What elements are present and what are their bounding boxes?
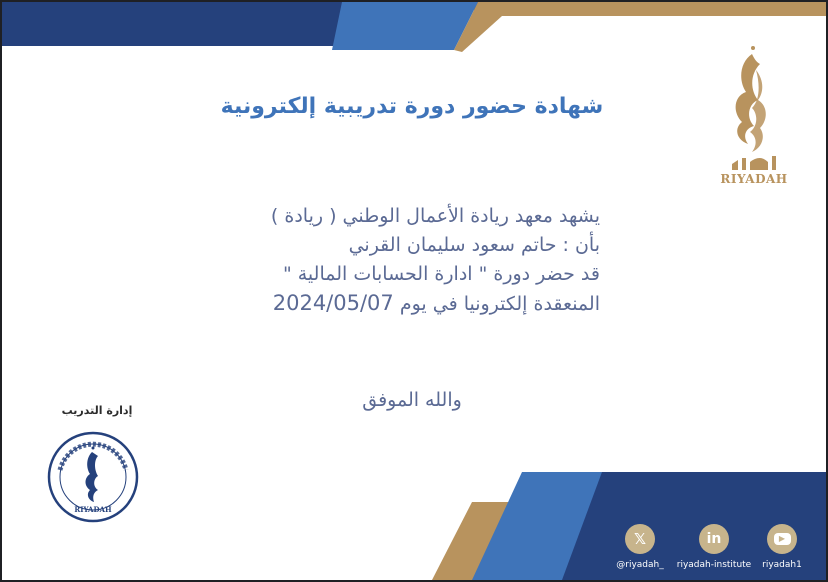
youtube-icon: ▶	[767, 524, 797, 554]
closing-phrase: والله الموفق	[362, 389, 462, 411]
body-line-course: قد حضر دورة " ادارة الحسابات المالية "	[282, 263, 600, 285]
top-decorative-band	[2, 2, 826, 54]
riyadah-logo	[712, 40, 792, 190]
social-handle: riyadah1	[762, 560, 802, 570]
certificate-title: شهادة حضور دورة تدريبية إلكترونية	[220, 94, 604, 119]
body-line-institute: يشهد معهد ريادة الأعمال الوطني ( ريادة )	[270, 205, 600, 227]
body-line-recipient: بأن : حاتم سعود سليمان القرني	[348, 234, 600, 256]
x-icon: 𝕏	[625, 524, 655, 554]
certificate-body	[182, 202, 600, 319]
course-date: 2024/05/07	[272, 291, 394, 315]
logo-wordmark: RIYADAH	[720, 172, 788, 186]
linkedin-icon: in	[699, 524, 729, 554]
body-line-date	[182, 289, 600, 319]
social-handle: riyadah-institute	[676, 560, 752, 570]
social-handle: @riyadah_	[616, 560, 664, 570]
social-youtube[interactable]	[727, 524, 826, 570]
department-label: إدارة التدريب	[61, 404, 133, 417]
date-prefix: المنعقدة إلكترونيا في يوم	[399, 293, 600, 315]
stamp-wordmark: RIYADAH	[74, 505, 112, 514]
certificate-page	[2, 2, 826, 580]
